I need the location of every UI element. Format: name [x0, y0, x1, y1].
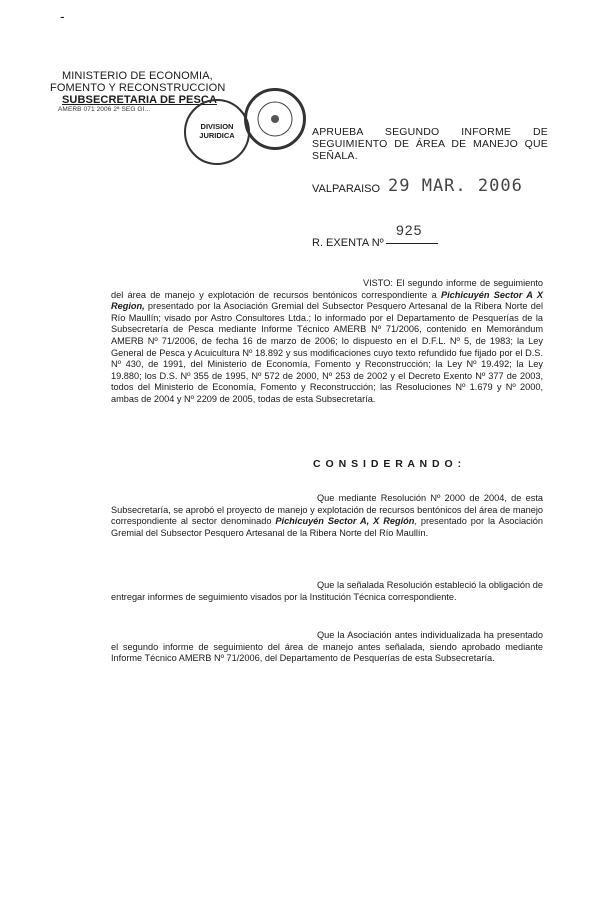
considerando-paragraph-3: Que la Asociación antes individualizada ha presentado el segundo informe de seguimiento del área de manejo antes señalada, siendo aprobado mediante Informe Técnico AMERB Nº 71/2006, del Departamento de Pesquerías de esta Subsecretaría.: [111, 630, 543, 664]
division-juridica-stamp: [184, 99, 250, 165]
visto-paragraph: [111, 278, 543, 406]
visto-text-b: presentado por la Asociación Gremial del Subsector Pesquero Artesanal de la Ribera Norte del Río Maullín; visado por Astro Consultores Ltda.; lo informado por el Departamento de Pesquerías de la Subsecretaría de Pesca mediante Informe Técnico AMERB Nº 71/2006, contenido en Memorándum AMERB Nº 71/2006, de fecha 16 de marzo de 2006; lo dispuesto en el D.F.L. Nº 5, de 1983; la Ley General de Pesca y Acuicultura Nº 18.892 y sus modificaciones cuyo texto refundido fue fijado por el D.S. Nº 430, de 1991, del Ministerio de Economía, Fomento y Reconstrucción; la Ley Nº 19.492; la Ley 19.880; los D.S. Nº 355 de 1995, Nº 572 de 2000, Nº 253 de 2002 y el Decreto Exento Nº 377 de 2003, todos del Ministerio de Economía, Fomento y Reconstrucción; las Resoluciones Nº 1.679 y Nº 2000, ambas de 2004 y Nº 2209 de 2005, todas de esta Subsecretaría.: [111, 301, 543, 404]
p1-text-b: , presentado por la Asociación Gremial del Subsector Pesquero Artesanal de la Ribera Norte del Río Maullín.: [111, 516, 543, 538]
seal-ring-icon: [247, 91, 303, 147]
visto-sector: Pichicuyén Sector A X Region,: [111, 289, 543, 312]
ministry-line1: MINISTERIO DE ECONOMIA,: [62, 70, 213, 82]
p1-text-a: Que mediante Resolución Nº 2000 de 2004, de esta Subsecretaría, se aprobó el proyecto de manejo y explotación de recursos bentónicos del área de manejo correspondiente al sector denominado: [111, 493, 543, 527]
subsecretaria-line: SUBSECRETARIA DE PESCA: [62, 94, 217, 106]
exenta-label: R. EXENTA Nº: [312, 237, 384, 249]
stamp-division-text: DIVISION: [200, 122, 234, 131]
considerando-paragraph-2: Que la señalada Resolución estableció la obligación de entregar informes de seguimiento visados por la Institución Técnica correspondiente.: [111, 580, 543, 602]
stamp-juridica-text: JURIDICA: [199, 131, 235, 140]
visto-lead: VISTO:: [363, 278, 393, 288]
considerando-paragraph-1: [111, 493, 543, 539]
exenta-underline: [386, 243, 438, 244]
exenta-number: 925: [396, 222, 423, 238]
margin-mark: -: [60, 8, 65, 24]
visto-text-a: El segundo informe de seguimiento del área de manejo y explotación de recursos bentónicos correspondiente a: [111, 278, 543, 300]
ministry-line2: FOMENTO Y RECONSTRUCCION: [50, 82, 226, 94]
subsecretaria-seal: [244, 88, 306, 150]
p1-sector: Pichicuyén Sector A, X Región: [275, 516, 415, 527]
reference-code: AMERB 071 2006 2ª SEG GI...: [58, 106, 151, 113]
place-label: VALPARAISO: [312, 183, 381, 195]
date-stamp: 29 MAR. 2006: [388, 176, 523, 196]
considerando-heading: C O N S I D E R A N D O :: [313, 458, 463, 470]
resolution-title: APRUEBA SEGUNDO INFORME DE SEGUIMIENTO DE ÁREA DE MANEJO QUE SEÑALA.: [312, 126, 548, 162]
